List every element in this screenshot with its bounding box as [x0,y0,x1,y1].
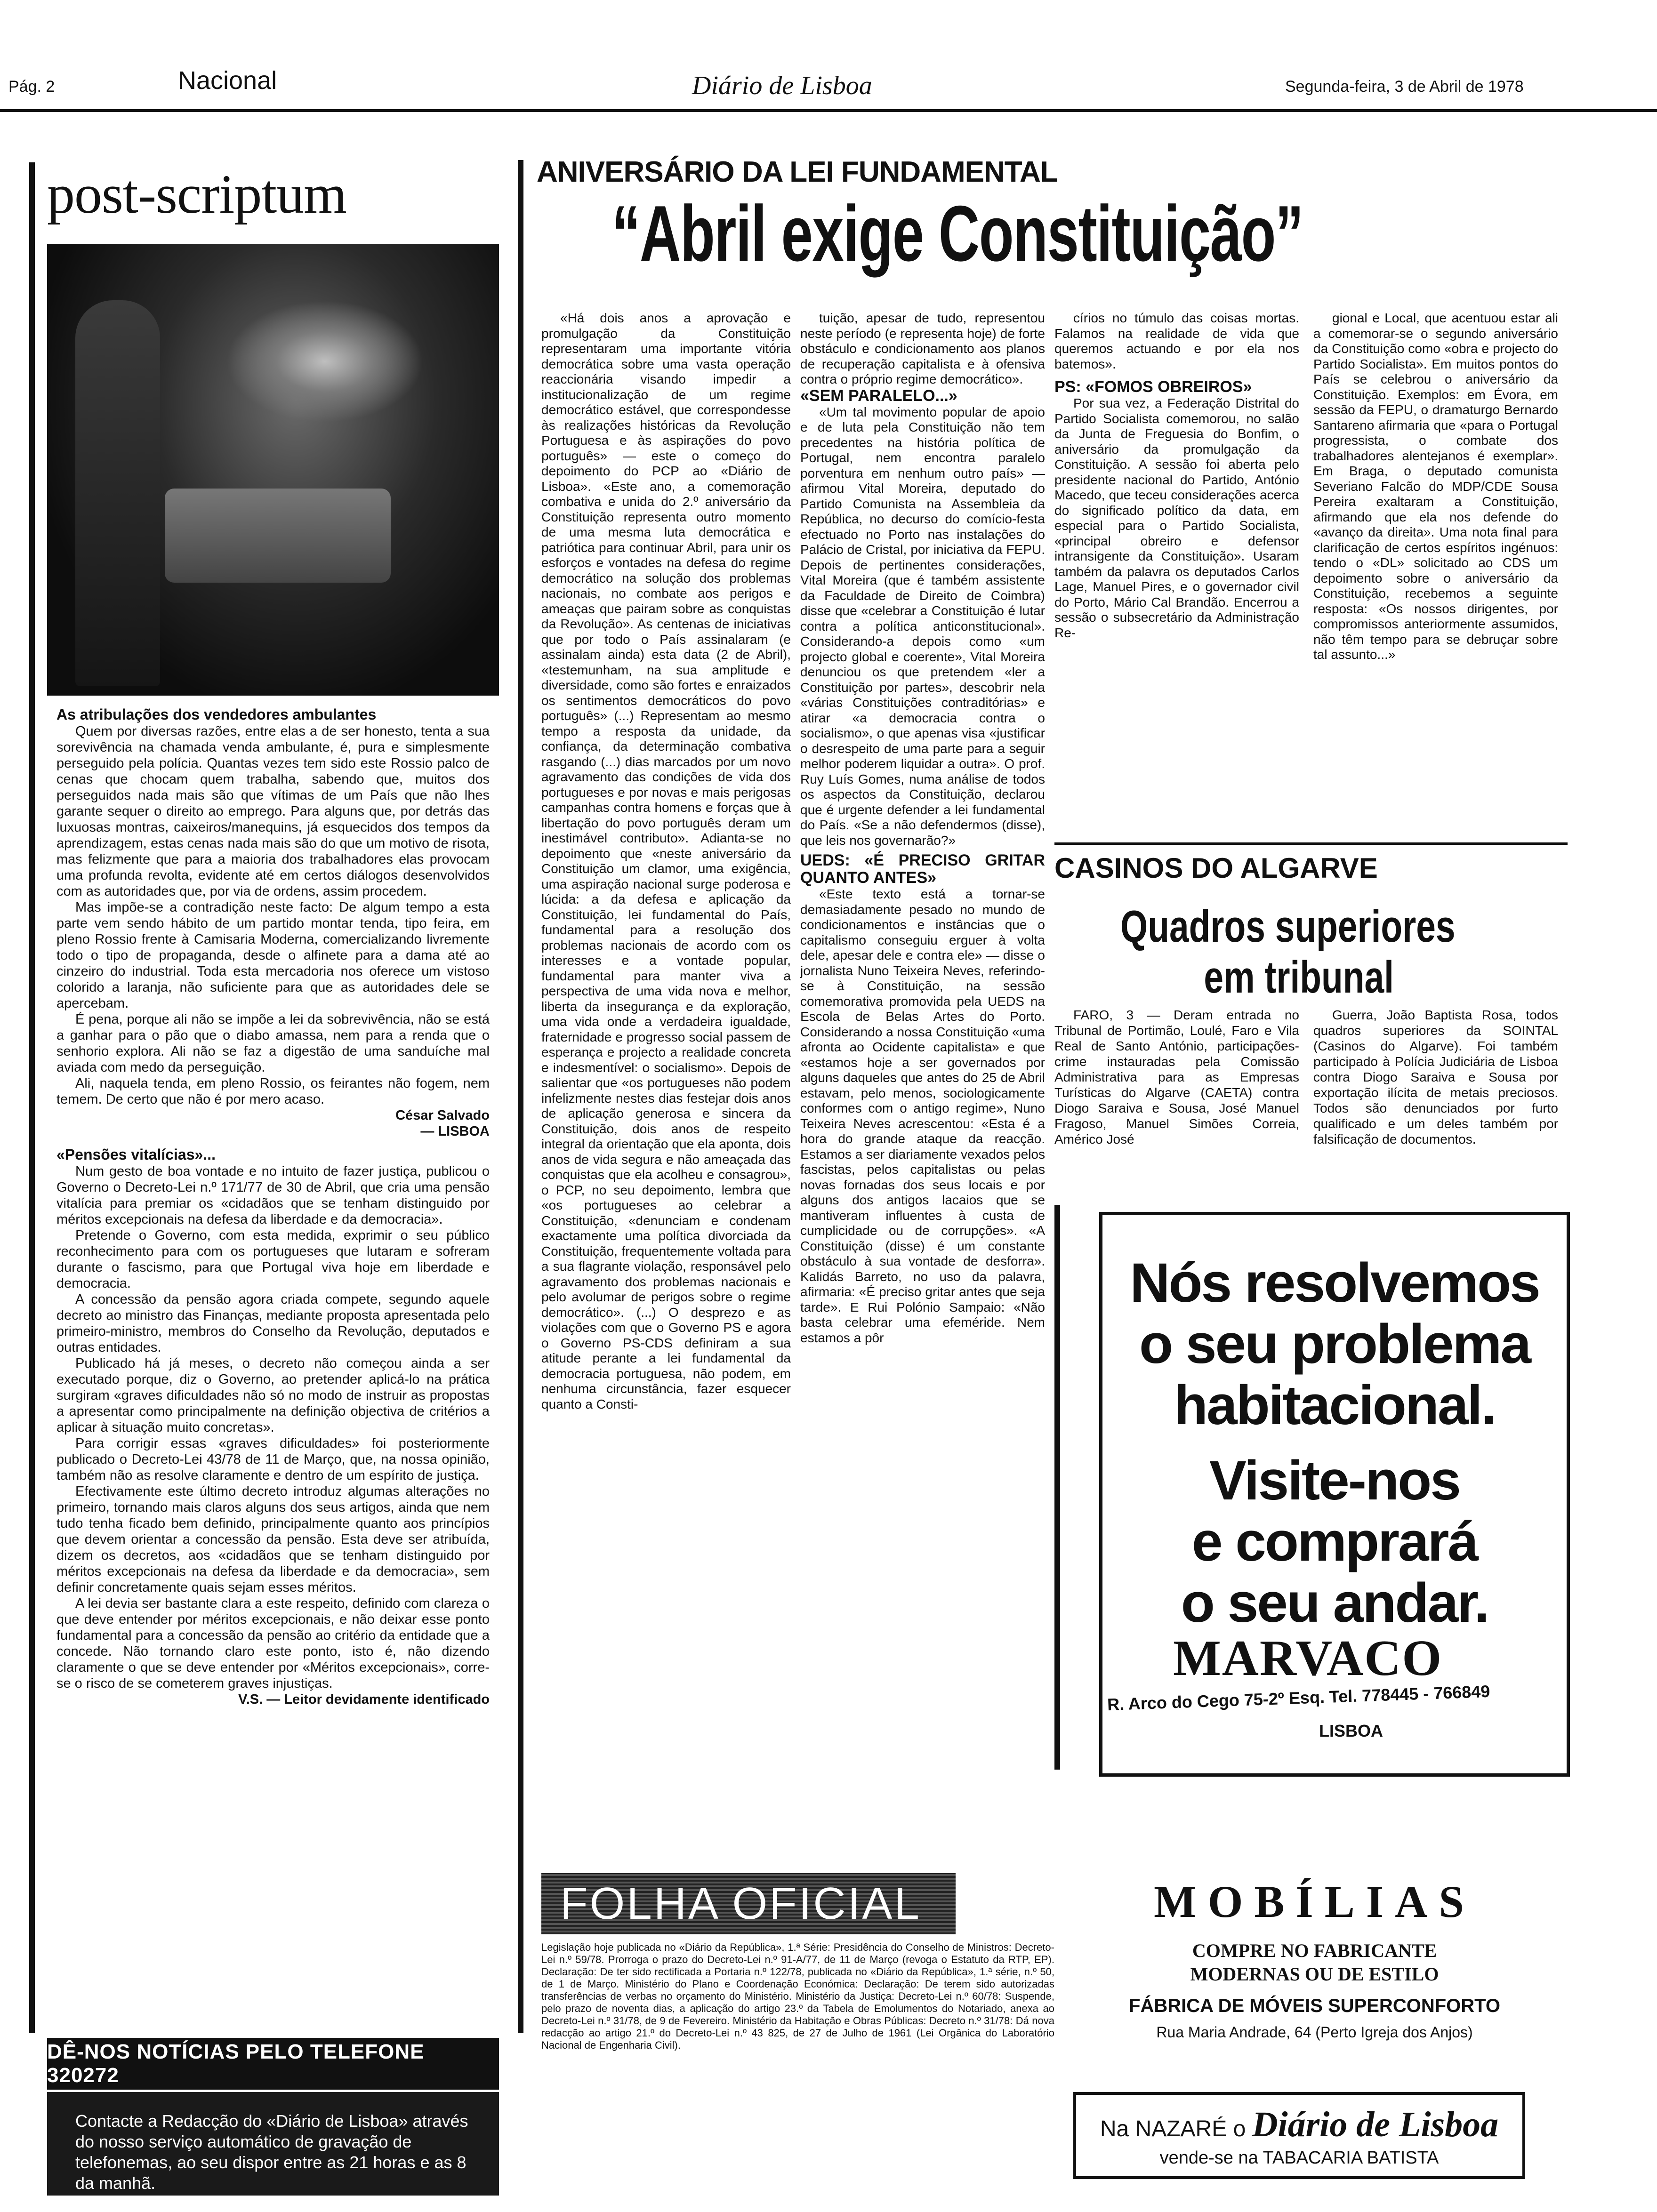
post-scriptum-text [56,706,490,1707]
pensions-paragraph: Publicado há já meses, o decreto não começou ainda a ser executado porque, diz o Governo, ao pretender aplicá-lo na prática surgiram «graves dificuldades não só no modo de instruir as propostas a apresentar como principalmente na definição objectiva de critérios a aplicar à situação muito concretas». [56,1356,490,1435]
folha-oficial-banner: FOLHA OFICIAL [541,1873,956,1934]
pensions-paragraph: Efectivamente este último decreto introduz algumas alterações no primeiro, tornando mais claros alguns dos seus artigos, ainda que nem tudo tenha ficado bem definido, principalmente quanto aos princípios que devem orientar a concessão da pensão. Esta deve ser atribuída, dizem os decretos, aos «cidadãos que se tenham distinguido por méritos excepcionais na defesa da liberdade e da democracia», sem definir concretamente quais sejam esses méritos. [56,1484,490,1595]
article-paragraph: Por sua vez, a Federação Distrital do Partido Socialista comemorou, no salão da Junta de Freguesia do Bonfim, o aniversário da promulgação da Constituição. A sessão foi aberta pelo presidente nacional do Partido, António Macedo, que teceu considerações acerca do significado político da data, em especial para o Partido Socialista, «principal obreiro e defensor intransigente da Constituição». Usaram também da palavra os deputados Carlos Lage, Manuel Pires, e o governador civil do Porto, Mário Cal Brandão. Encerrou a sessão o subsecretário da Administração Re- [1054,396,1299,640]
casinos-headline-line1: Quadros superiores [1120,901,1456,952]
mobilias-slogan-line: COMPRE NO FABRICANTE [1192,1940,1437,1961]
pensions-paragraph: A lei devia ser bastante clara a este respeito, definido com clareza o que deve entender por méritos excepcionais, e não deixar esse ponto fundamental para a concessão da pensão ao critério da entidade que a concede. Não tornando claro este ponto, isto é, não dizendo claramente o que se deve entender por «Méritos excepcionais», corre-se o risco de se cometerem graves injustiças. [56,1596,490,1691]
ad-line: Visite-nos [1209,1450,1460,1512]
article-paragraph: círios no túmulo das coisas mortas. Falamos na realidade de vida que queremos actuando e por ela nos batemos». [1054,311,1299,371]
nazare-brand: Diário de Lisboa [1252,2105,1499,2144]
article-paragraph: «Há dois anos a aprovação e promulgação da Constituição representaram uma importante vitória democrática sobre uma vasta operação reaccionária visando impedir a institucionalização de um regime democrático estável, que correspondesse às realizações históricas da Revolução Portuguesa e às aspirações do povo português» — este o começo do depoimento do PCP ao «Diário de Lisboa». «Este ano, a comemoração combativa e unida do 2.º aniversário da Constituição representa outro momento de uma mesma luta democrática e patriótica para continuar Abril, para unir os esforços e vontades na defesa do regime democrático na solução dos problemas nacionais, no combate aos perigos e ameaças que pairam sobre as conquistas da Revolução». As centenas de iniciativas que por todo o País assinalaram (e assinalam ainda) esta data (2 de Abril), «testemunham, na sua amplitude e diversidade, como são fortes e enraizados os sentimentos democráticos do povo português» (...) Representam ao mesmo tempo a resposta da unidade, da confiança, da determinação combativa rasgando (...) dias marcados por um novo agravamento das condições de vida dos portugueses e por novas e mais perigosas campanhas contra homens e forças que à libertação do povo português deram um inestimável contributo». Adiantа-se no depoimento que «neste aniversário da Constituição um clamor, uma exigência, uma aspiração nacional surge poderosa e lúcida: a da defesa e aplicação da Constituição, lei fundamental do País, fundamental para a resolução dos problemas nacionais de acordo com os interesses e a vontade popular, fundamental para manter viva a perspectiva de uma vida nova e melhor, liberta da insegurança e da exploração, uma vida onde a verdadeira igualdade, fraternidade e progresso social passem de esperança e projecto a realidade concreta e indesmentível: o socialismo». Depois de salientar que «os portugueses não podem infelizmente nestes dias festejar dois anos de aplicação generosa e sincera da Constituição, dois anos de respeito integral da orientação que ela aponta, dois anos de vida segura e não ameaçada das conquistas que ela acolheu e consagrou», o PCP, no seu depoimento, lembra que «os portugueses ao celebrar a Constituição, «denunciam e condenam exactamente uma política divorciada da Constituição, frequentemente voltada para a sua flagrante violação, responsável pelo agravamento dos problemas nacionais e pelo avolumar de perigos sobre o regime democrático». (...) O desprezo e as violações com que o Governo PS e agora o Governo PS-CDS definiram a sua atitude perante a lei fundamental da democracia portuguesa, não podem, em nenhuma circunstância, fazer esquecer quanto a Consti- [541,311,791,1411]
left-column-rule [29,162,35,2033]
street-vendor-photo [47,244,499,696]
marvaco-logo: MARVACO [1173,1630,1443,1686]
article-paragraph: «Um tal movimento popular de apoio e de luta pela Constituição não tem precedentes na história política de Portugal, nem encontra paralelo porventura em nenhum outro país» — afirmou Vital Moreira, deputado do Partido Comunista na Assembleia da República, no decurso do comício-festa efectuado no Porto nas instalações do Palácio de Cristal, por iniciativa da FEPU. Depois de pertinentes considerações, Vital Moreira (que é também assistente da Faculdade de Direito de Coimbra) disse que «celebrar a Constituição é lutar contra a política anticonstitucional». Considerando-a depois como «um projecto global e coerente», Vital Moreira denunciou os que pretendem «ler a Constituição por partes», descobrir nela «várias Constituições contraditórias» e atirar «a democracia contra o socialismo», o que apenas visa «justificar o desrespeito de uma parte para a seguir melhor poderem liquidar a outra». O prof. Ruy Luís Gomes, numa análise de todos os aspectos da Constituição, declarou que é urgente defender a lei fundamental do País. «Se a não defendermos (disse), que leis nos governarão?» [800,404,1045,848]
mobilias-address: Rua Maria Andrade, 64 (Perto Igreja dos Anjos) [1156,2024,1473,2041]
article-column-3 [1054,311,1299,641]
marvaco-address: R. Arco do Cego 75-2º Esq. Tel. 778445 - 766849 [1107,1681,1490,1715]
issue-date: Segunda-feira, 3 de Abril de 1978 [1285,78,1524,96]
ad-line: Nós resolvemos [1130,1252,1539,1314]
article-column-1 [541,311,791,1412]
photo-merchandise [165,489,391,583]
marvaco-city: LISBOA [1319,1721,1384,1740]
pensions-paragraph: Num gesto de boa vontade e no intuito de fazer justiça, publicou o Governo o Decreto-Lei n.º 171/77 de 30 de Abril, que cria uma pensão vitalícia para premiar os «cidadãos que se tenham distinguido por méritos excepcionais na defesa da liberdade e da democracia». [56,1164,490,1227]
article-kicker: ANIVERSÁRIO DA LEI FUNDAMENTAL [537,156,1058,188]
vendors-signature: César Salvado [395,1108,490,1123]
article-headline: “Abril exige Constituição” [612,189,1303,278]
folha-oficial-text: Legislação hoje publicada no «Diário da República», 1.ª Série: Presidência do Conselho de Ministros: Decreto-Lei n.º 59/78. Prorroga o prazo do Decreto-Lei n.º 91-A/77, de 11 de Março (revoga o Estatuto da RTP, EP). Declaração: De ter sido rectificada a Portaria n.º 122/78, publicada no «Diário da República», 1.ª série, n.º 50, de 1 de Março. Ministério do Plano e Coordenação Económica: Declaração: De terem sido autorizadas transferências de verbas no orçamento do Ministério. Ministério da Justiça: Decreto-Lei n.º 60/78: Suspende, pelo prazo de noventa dias, a aplicação do artigo 23.º da Tabela de Emolumentos do Notariado, anexa ao Decreto-Lei n.º 31/78, de 9 de Fevereiro. Ministério da Habitação e Obras Públicas: Decreto n.º 31/78: Dá nova redacção ao artigo 21.º do Decreto-Lei n.º 43 825, de 27 de Julho de 1961 (Lei Orgânica do Laboratório Nacional de Engenharia Civil). [541,1941,1054,2051]
casinos-headline-line2: em tribunal [1204,952,1394,1002]
ad-line: e comprará [1191,1511,1478,1573]
vendors-paragraph: Quem por diversas razões, entre elas a de ser honesto, tenta a sua sorevivência na chamada venda ambulante, é, pura e simplesmente perseguido pela polícia. Quantas vezes tem sido este Rossio palco de cenas que chocam quem trabalha, sabendo que, muitos dos perseguidos nada mais são que vítimas de um País que não lhes garante sequer o direito ao emprego. Para alguns que, por detrás das luxuosas montras, caixeiros/manequins, já esquecidos dos tempos da aprendizagem, estas cenas nada mais são do que um motivo de risota, mas felizmente que para a maioria dos trabalhadores elas provocam uma profunda revolta, evidente até em certos diálogos desenvolvidos com as autoridades que, por via de ordens, assim procedem. [56,724,490,899]
subhead-sem-paralelo: «SEM PARALELO...» [800,386,957,405]
nazare-line [1076,2104,1522,2145]
pensions-paragraph: A concessão da pensão agora criada compete, segundo aquele decreto ao ministro das Finanças, mediante proposta apresentada pelo primeiro-ministro, membros do Conselho da Revolução, deputados e outras entidades. [56,1292,490,1355]
casinos-column-2 [1313,1007,1558,1147]
vendors-paragraph: Mas impõe-se a contradição neste facto: De algum tempo a esta parte vem sendo hábito de um partido montar tenda, tipo feira, em pleno Rossio frente à Camisaria Moderna, comercializando livremente todo o tipo de propaganda, desde o alfinete para a dama até ao cinzeiro do industrial. Toda esta mercadoria nos oferece um vistoso colorido a laranja, não suficiente para que as autoridades dele se apercebam. [56,900,490,1011]
ad-line: habitacional. [1174,1374,1496,1436]
nazare-post: vende-se na TABACARIA BATISTA [1159,2148,1439,2168]
subhead-ueds: UEDS: «É PRECISO GRITAR QUANTO ANTES» [800,851,1045,887]
subhead-ps: PS: «FOMOS OBREIROS» [1054,378,1252,396]
post-scriptum-title: post-scriptum [47,163,346,225]
header-rule [0,109,1657,112]
article-paragraph: «Este texto está a tornar-se demasiadamente pesado no mundo de condicionamentos e instâncias que o capitalismo conseguiu erguer à volta dele, apesar dele e contra ele» — disse o jornalista Nuno Teixeira Neves, referindo-se à Constituição, na sessão comemorativa promovida pela UEDS na Escola de Belas Artes do Porto. Considerando a nossa Constituição «uma afronta ao Ocidente capitalista» e que «estamos hoje a ser governados por alguns daqueles que antes do 25 de Abril estavam, pelo menos, sociologicamente conformes com o antigo regime», Nuno Teixeira Neves acrescentou: «Esta é a hora do grande ataque da reacção. Estamos a ser diariamente vexados pelos fascistas, pelos capitalistas ou pelas novas fornadas dos seus locais e por alguns dos antigos lacaios que se mantiveram influentes à custa de cumplicidade ou de corrupções». «A Constituição (disse) é um constante obstáculo à sua vontade de desforra». Kalidás Barreto, no uso da palavra, afirmaria: «É preciso gritar antes que seja tarde». E Rui Polónio Sampaio: «Não basta celebrar uma efeméride. Nem estamos a pôr [800,887,1045,1345]
ad-side-rule [1054,1205,1060,1770]
casinos-top-rule [1054,842,1568,845]
newspaper-name: Diário de Lisboa [692,71,872,100]
vendors-paragraph: É pena, porque ali não se impõe a lei da sobrevivência, não se está a ganhar para o pão que o diabo amassa, nem para a renda que o senhorio explora. Ali não se faz a digestão de uma sanduíche mal aviada com medo da perseguição. [56,1012,490,1075]
casinos-column-1 [1054,1007,1299,1147]
article-paragraph: tuição, apesar de tudo, representou neste período (e representa hoje) de forte obstáculo e condicionamento aos planos de recuperação capitalista e à ofensiva contra o próprio regime democrático». [800,311,1045,386]
section-name: Nacional [178,66,277,95]
photo-figure [75,300,160,686]
article-paragraph: gional e Local, que acentuou estar ali a comemorar-se o segundo aniversário da Constituição como «obra e projecto do Partido Socialista». Em muitos pontos do País se celebrou o aniversário da Constituição. Exemplos: em Évora, em sessão da FEPU, o dramaturgo Bernardo Santareno afirmaria que «para o Portugal progressista, o combate dos trabalhadores alentejanos é exemplar». Em Braga, o deputado comunista Severiano Falcão do MDP/CDE Sousa Pereira exaltaram a Constituição, afirmando que ela nos defende do «avanço da direita». Uma nota final para clarificação de certos espíritos ingénuos: tendo o «DL» solicitado ao CDS um depoimento sobre o aniversário da Constituição, recebemos a seguinte resposta: «Os nossos dirigentes, por compromissos anteriormente assumidos, não têm tempo para se debruçar sobre tal assunto...» [1313,311,1558,662]
mobilias-advertisement [1059,1875,1570,2054]
mobilias-title: MOBÍLIAS [1154,1876,1475,1927]
casinos-kicker: CASINOS DO ALGARVE [1054,852,1378,884]
pensions-signature: V.S. — Leitor devidamente identificado [238,1692,490,1707]
casinos-headline [1120,901,1456,1003]
casinos-paragraph: FARO, 3 — Deram entrada no Tribunal de Portimão, Loulé, Faro e Vila Real de Santo António, participações-crime instauradas pela Comissão Administrativa para as Empresas Turísticas do Algarve (CAETA) contra Diogo Saraiva e Sousa, José Manuel Fragoso, Manuel Simões Correia, Américo José [1054,1008,1299,1146]
vendors-signature-place: — LISBOA [420,1124,490,1139]
center-column-rule [518,160,523,2033]
pensions-paragraph: Pretende o Governo, com esta medida, exprimir o seu público reconhecimento para com os portugueses que lutaram e sofreram durante o fascismo, para que Portugal viva hoje em liberdade e democracia. [56,1228,490,1291]
nazare-pre: Na NAZARÉ o [1100,2116,1246,2141]
mobilias-factory: FÁBRICA DE MÓVEIS SUPERCONFORTO [1129,1996,1500,2016]
nazare-advertisement [1073,2092,1525,2179]
page-number: Pág. 2 [8,78,55,96]
news-phone-banner: DÊ-NOS NOTÍCIAS PELO TELEFONE 320272 [47,2038,499,2090]
casinos-paragraph: Guerra, João Baptista Rosa, todos quadros superiores da SOINTAL (Casinos do Algarve). Foi também participado à Polícia Judiciária de Lisboa contra Diogo Saraiva e Sousa por exportação ilícita de metais preciosos. Todos são denunciados por furto qualificado e um deles também por falsificação de documentos. [1313,1008,1558,1146]
news-phone-text: Contacte a Redacção do «Diário de Lisboa» através do nosso serviço automático de gravação de telefonemas, ao seu dispor entre as 21 horas e as 8 da manhã. [47,2092,499,2196]
article-column-2 [800,311,1045,1346]
marvaco-advertisement [1099,1212,1570,1777]
vendors-heading: As atribulações dos vendedores ambulantes [56,706,377,723]
vendors-paragraph: Ali, naquela tenda, em pleno Rossio, os feirantes não fogem, nem temem. De certo que não é por mero acaso. [56,1076,490,1107]
pensions-heading: «Pensões vitalícias»... [56,1146,216,1163]
photo-highlight [226,300,424,423]
mobilias-slogan [1059,1939,1570,1986]
mobilias-slogan-line: MODERNAS OU DE ESTILO [1190,1964,1439,1985]
ad-line: o seu andar. [1181,1572,1488,1634]
pensions-paragraph: Para corrigir essas «graves dificuldades» foi posteriormente publicado o Decreto-Lei 43/78 de 11 de Março, que, na nossa opinião, também não as resolve claramente e dentro de um espírito de justiça. [56,1436,490,1483]
article-column-4 [1313,311,1558,663]
ad-line: o seu problema [1139,1313,1530,1375]
